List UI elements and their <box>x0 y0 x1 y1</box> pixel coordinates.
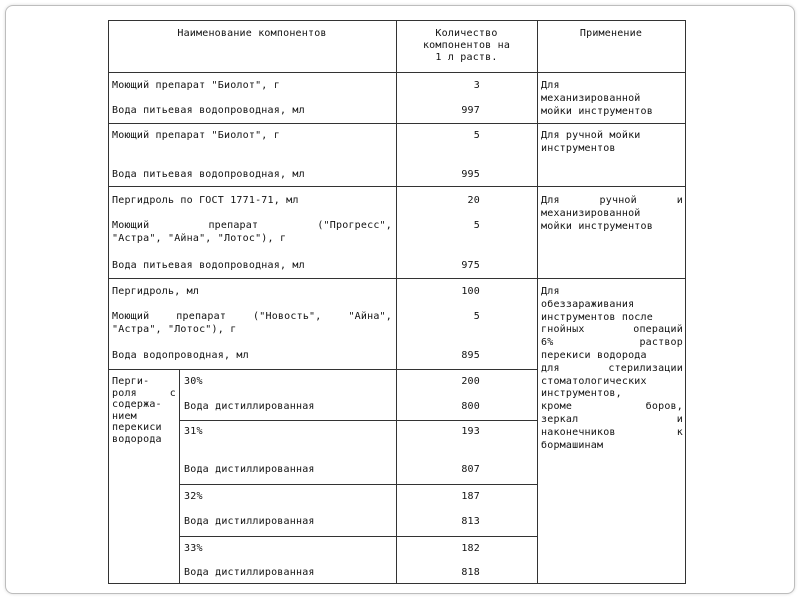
g4-row1-qty: 100 <box>461 286 480 297</box>
table-border-right <box>685 20 686 584</box>
g3-row3-name: Вода питьевая водопроводная, мл <box>112 260 305 271</box>
group-4-divider <box>108 369 538 370</box>
column-divider-qty <box>396 20 397 584</box>
g3-use: Для ручной и механизированной мойки инструментов <box>541 195 683 232</box>
peroxide-31-qty: 193 <box>461 426 480 437</box>
g2-row2-qty: 995 <box>461 169 480 180</box>
g1-row2-name: Вода питьевая водопроводная, мл <box>112 105 305 116</box>
header-use: Применение <box>579 28 643 39</box>
header-divider <box>108 72 686 73</box>
header-name: Наименование компонентов <box>177 28 327 39</box>
peroxide-31-water-qty: 807 <box>461 464 480 475</box>
g4-row2-name: Моющий препарат ("Новость", "Айна", "Астра", "Лотос"), г <box>112 311 392 335</box>
peroxide-32-water-qty: 813 <box>461 516 480 527</box>
group-1-divider <box>108 123 686 124</box>
peroxide-33-water-qty: 818 <box>461 567 480 578</box>
g1-row2-qty: 997 <box>461 105 480 116</box>
g4-row3-name: Вода водопроводная, мл <box>112 350 249 361</box>
g4-use: Для обеззараживания инструментов после гнойных операций 6% раствор перекиси водорода для стерилизации стоматологических инструментов, кроме боров, зеркал и наконечников к бормашинам <box>541 286 683 451</box>
peroxide-33-qty: 182 <box>461 543 480 554</box>
header-qty-line-3: 1 л раств. <box>435 52 498 63</box>
g4-row1-name: Пергидроль, мл <box>112 286 200 297</box>
g1-row1-qty: 3 <box>473 80 480 91</box>
peroxide-31-water: Вода дистиллированная <box>184 464 315 475</box>
peroxide-row-divider-3 <box>179 536 538 537</box>
g3-row1-name: Пергидроль по ГОСТ 1771-71, мл <box>112 195 299 206</box>
g1-use: Для механизированной мойки инструментов <box>541 80 653 117</box>
g3-row3-qty: 975 <box>461 260 480 271</box>
g3-row2-name: Моющий препарат ("Прогресс", "Астра", "Айна", "Лотос"), г <box>112 220 392 244</box>
peroxide-row-divider-1 <box>179 420 538 421</box>
g3-row2-qty: 5 <box>473 220 480 231</box>
group-2-divider <box>108 186 686 187</box>
peroxide-row-divider-2 <box>179 484 538 485</box>
peroxide-label-divider <box>179 369 180 584</box>
header-qty-line-1: Количество <box>435 28 498 39</box>
table-border-left <box>108 20 109 584</box>
peroxide-31-pct: 31% <box>184 426 203 437</box>
peroxide-33-water: Вода дистиллированная <box>184 567 315 578</box>
peroxide-30-qty: 200 <box>461 376 480 387</box>
peroxide-30-water-qty: 800 <box>461 401 480 412</box>
g2-row1-name: Моющий препарат "Биолот", г <box>112 130 280 141</box>
g1-row1-name: Моющий препарат "Биолот", г <box>112 80 280 91</box>
header-qty-line-2: компонентов на <box>422 40 511 51</box>
peroxide-32-qty: 187 <box>461 491 480 502</box>
peroxide-30-water: Вода дистиллированная <box>184 401 315 412</box>
g3-row1-qty: 20 <box>467 195 480 206</box>
table-border-bottom <box>108 583 686 584</box>
column-divider-use <box>537 20 538 584</box>
peroxide-32-pct: 32% <box>184 491 203 502</box>
g2-row1-qty: 5 <box>473 130 480 141</box>
peroxide-label: Перги- роля с содержа- нием перекиси водорода <box>112 376 176 445</box>
g4-row3-qty: 895 <box>461 350 480 361</box>
peroxide-30-pct: 30% <box>184 376 203 387</box>
g4-row2-qty: 5 <box>473 311 480 322</box>
g2-use: Для ручной мойки инструментов <box>541 130 641 154</box>
peroxide-33-pct: 33% <box>184 543 203 554</box>
g2-row2-name: Вода питьевая водопроводная, мл <box>112 169 305 180</box>
table-border-top <box>108 20 686 21</box>
group-3-divider <box>108 278 686 279</box>
peroxide-32-water: Вода дистиллированная <box>184 516 315 527</box>
